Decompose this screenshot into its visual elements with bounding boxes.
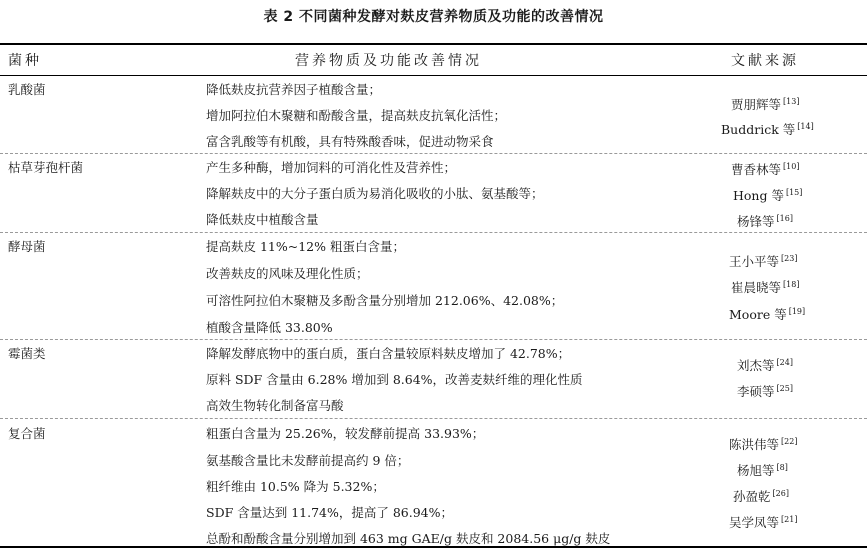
improvement-line: 改善麸皮的风味及理化性质； bbox=[206, 266, 369, 281]
improvement-line: 提高麸皮 11%~12% 粗蛋白含量； bbox=[206, 239, 405, 254]
strain-yeast: 酵母菌 bbox=[8, 239, 46, 254]
improvement-line: 降解发酵底物中的蛋白质，蛋白含量较原料麸皮增加了 42.78%； bbox=[206, 346, 571, 361]
reference: 曹香林等 [10] bbox=[731, 161, 800, 177]
improvement-line: 降低麸皮中植酸含量 bbox=[206, 212, 319, 227]
reference: 刘杰等 [24] bbox=[737, 357, 793, 373]
strain-bacillus-subtilis: 枯草芽孢杆菌 bbox=[8, 160, 84, 175]
strain-mold: 霉菌类 bbox=[8, 346, 46, 361]
improvement-line: 产生多种酶，增加饲料的可消化性及营养性； bbox=[206, 160, 457, 175]
strain-compound: 复合菌 bbox=[8, 426, 46, 441]
reference: 崔晨晓等 [18] bbox=[731, 279, 800, 295]
improvement-line: 氨基酸含量比未发酵前提高约 9 倍； bbox=[206, 453, 410, 468]
improvement-line: 植酸含量降低 33.80% bbox=[206, 320, 333, 335]
improvement-line: 总酚和酚酸含量分别增加到 463 mg GAE/g 麸皮和 2084.56 μg/g 麸皮 bbox=[206, 531, 611, 546]
table-title: 表 2 不同菌种发酵对麸皮营养物质及功能的改善情况 bbox=[263, 9, 604, 25]
group-separator bbox=[0, 153, 867, 154]
reference: 贾朋辉等 [13] bbox=[731, 96, 800, 112]
bottom-rule bbox=[0, 546, 867, 548]
reference: 王小平等 [23] bbox=[729, 253, 798, 269]
improvement-line: 可溶性阿拉伯木聚糖及多酚含量分别增加 212.06%、42.08%； bbox=[206, 293, 564, 308]
header-improvement: 营养物质及功能改善情况 bbox=[295, 53, 482, 69]
reference: 陈洪伟等 [22] bbox=[729, 436, 798, 452]
improvement-line: 粗纤维由 10.5% 降为 5.32%； bbox=[206, 479, 385, 494]
top-rule bbox=[0, 43, 867, 45]
improvement-line: 降解麸皮中的大分子蛋白质为易消化吸收的小肽、氨基酸等； bbox=[206, 186, 544, 201]
strain-lactobacillus: 乳酸菌 bbox=[8, 82, 46, 97]
improvement-line: 高效生物转化制备富马酸 bbox=[206, 398, 344, 413]
improvement-line: 原料 SDF 含量由 6.28% 增加到 8.64%，改善麦麸纤维的理化性质 bbox=[206, 372, 583, 387]
improvement-line: 粗蛋白含量为 25.26%，较发酵前提高 33.93%； bbox=[206, 426, 485, 441]
improvement-line: 富含乳酸等有机酸，具有特殊酸香味，促进动物采食 bbox=[206, 134, 494, 149]
improvement-line: 增加阿拉伯木聚糖和酚酸含量，提高麸皮抗氧化活性； bbox=[206, 108, 507, 123]
reference: 李硕等 [25] bbox=[737, 383, 793, 399]
header-refs: 文献来源 bbox=[731, 53, 799, 69]
reference: Moore 等 [19] bbox=[729, 306, 806, 322]
header-rule bbox=[0, 75, 867, 76]
reference: 吴学凤等 [21] bbox=[729, 514, 798, 530]
improvement-line: 降低麸皮抗营养因子植酸含量； bbox=[206, 82, 382, 97]
improvement-line: SDF 含量达到 11.74%，提高了 86.94%； bbox=[206, 505, 454, 520]
group-separator bbox=[0, 339, 867, 340]
reference: 孙盈乾 [26] bbox=[733, 488, 789, 504]
reference: Buddrick 等 [14] bbox=[721, 121, 814, 137]
group-separator bbox=[0, 232, 867, 233]
reference: 杨旭等 [8] bbox=[737, 462, 788, 478]
reference: 杨锋等 [16] bbox=[737, 213, 793, 229]
reference: Hong 等 [15] bbox=[733, 187, 803, 203]
header-strain: 菌种 bbox=[8, 53, 42, 69]
group-separator bbox=[0, 418, 867, 419]
